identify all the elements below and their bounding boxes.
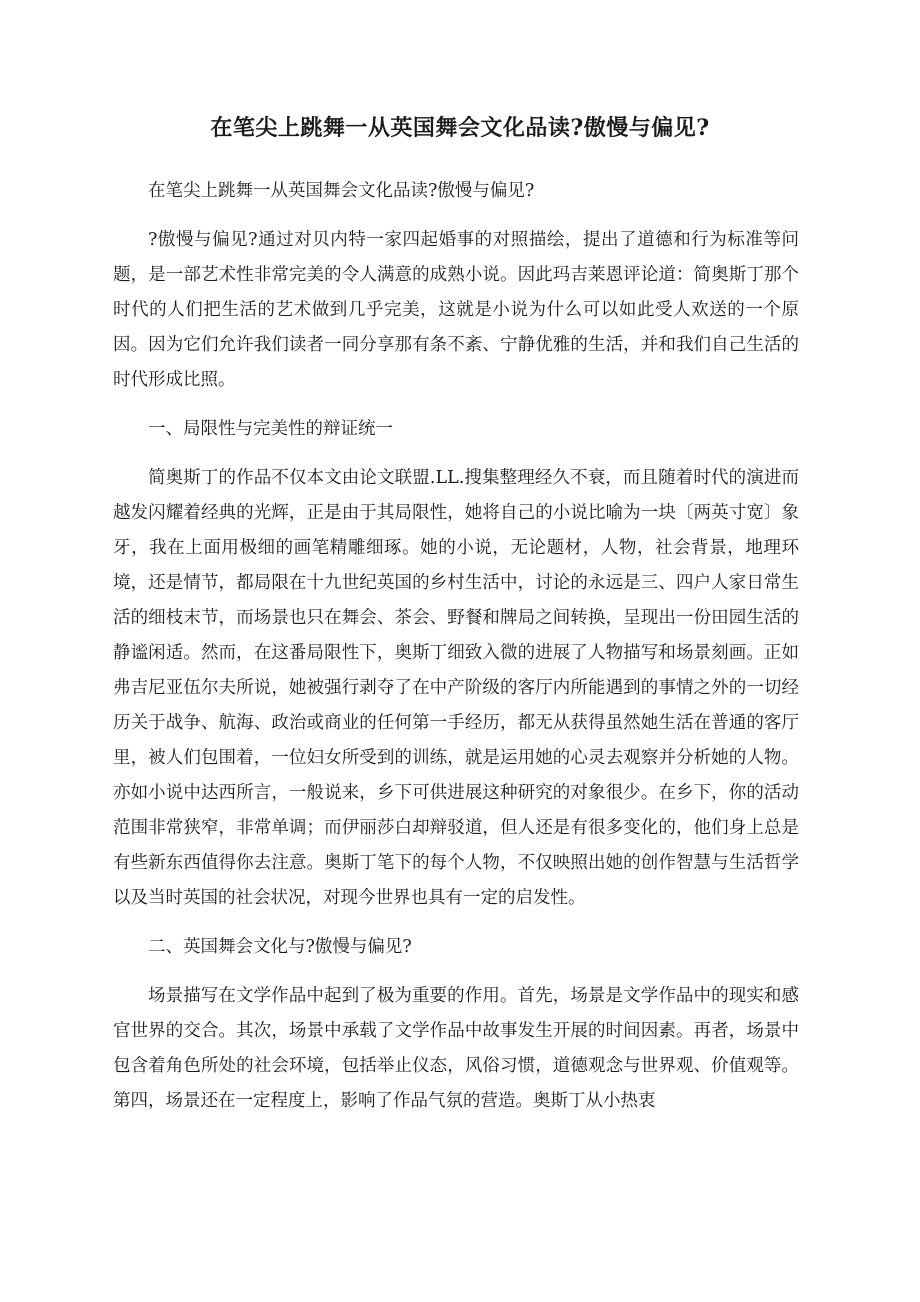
document-subtitle: 在笔尖上跳舞一从英国舞会文化品读?傲慢与偏见? — [148, 181, 535, 201]
document-title: 在笔尖上跳舞一从英国舞会文化品读?傲慢与偏见? — [210, 115, 710, 141]
document-body — [113, 174, 799, 1133]
section-1-paragraph: 简奥斯丁的作品不仅本文由论文联盟.LL.搜集整理经久不衰，而且随着时代的演进而越发闪耀着经典的光辉，正是由于其局限性，她将自己的小说比喻为一块〔两英寸宽〕象牙，我在上面用极细的画笔精雕细琢。她的小说，无论题材，人物，社会背景，地理环境，还是情节，都局限在十九世纪英国的乡村生活中，讨论的永远是三、四户人家日常生活的细枝末节，而场景也只在舞会、茶会、野餐和牌局之间转换，呈现出一份田园生活的静谧闲适。然而，在这番局限性下，奥斯丁细致入微的进展了人物描写和场景刻画。正如弗吉尼亚伍尔夫所说，她被强行剥夺了在中产阶级的客厅内所能遇到的事情之外的一切经历关于战争、航海、政治或商业的任何第一手经历，都无从获得虽然她生活在普通的客厅里，被人们包围着，一位妇女所受到的训练，就是运用她的心灵去观察并分析她的人物。亦如小说中达西所言，一般说来，乡下可供进展这种研究的对象很少。在乡下，你的活动范围非常狭窄，非常单调；而伊丽莎白却辩驳道，但人还是有很多变化的，他们身上总是有些新东西值得你去注意。奥斯丁笔下的每个人物，不仅映照出她的创作智慧与生活哲学以及当时英国的社会状况，对现今世界也具有一定的启发性。 — [113, 468, 799, 908]
section-1-heading: 一、局限性与完美性的辩证统一 — [148, 419, 393, 439]
section-2-paragraph: 场景描写在文学作品中起到了极为重要的作用。首先，场景是文学作品中的现实和感官世界的交合。其次，场景中承载了文学作品中故事发生开展的时间因素。再者，场景中包含着角色所处的社会环境，包括举止仪态，风俗习惯，道德观念与世界观、价值观等。第四，场景还在一定程度上，影响了作品气氛的营造。奥斯丁从小热衷 — [113, 986, 799, 1111]
section-2-heading: 二、英国舞会文化与?傲慢与偏见? — [148, 937, 412, 957]
intro-paragraph: ?傲慢与偏见?通过对贝内特一家四起婚事的对照描绘，提出了道德和行为标准等问题，是一部艺术性非常完美的令人满意的成熟小说。因此玛吉莱恩评论道：简奥斯丁那个时代的人们把生活的艺术做到几乎完美，这就是小说为什么可以如此受人欢送的一个原因。因为它们允许我们读者一同分享那有条不紊、宁静优雅的生活，并和我们自己生活的时代形成比照。 — [113, 230, 799, 390]
